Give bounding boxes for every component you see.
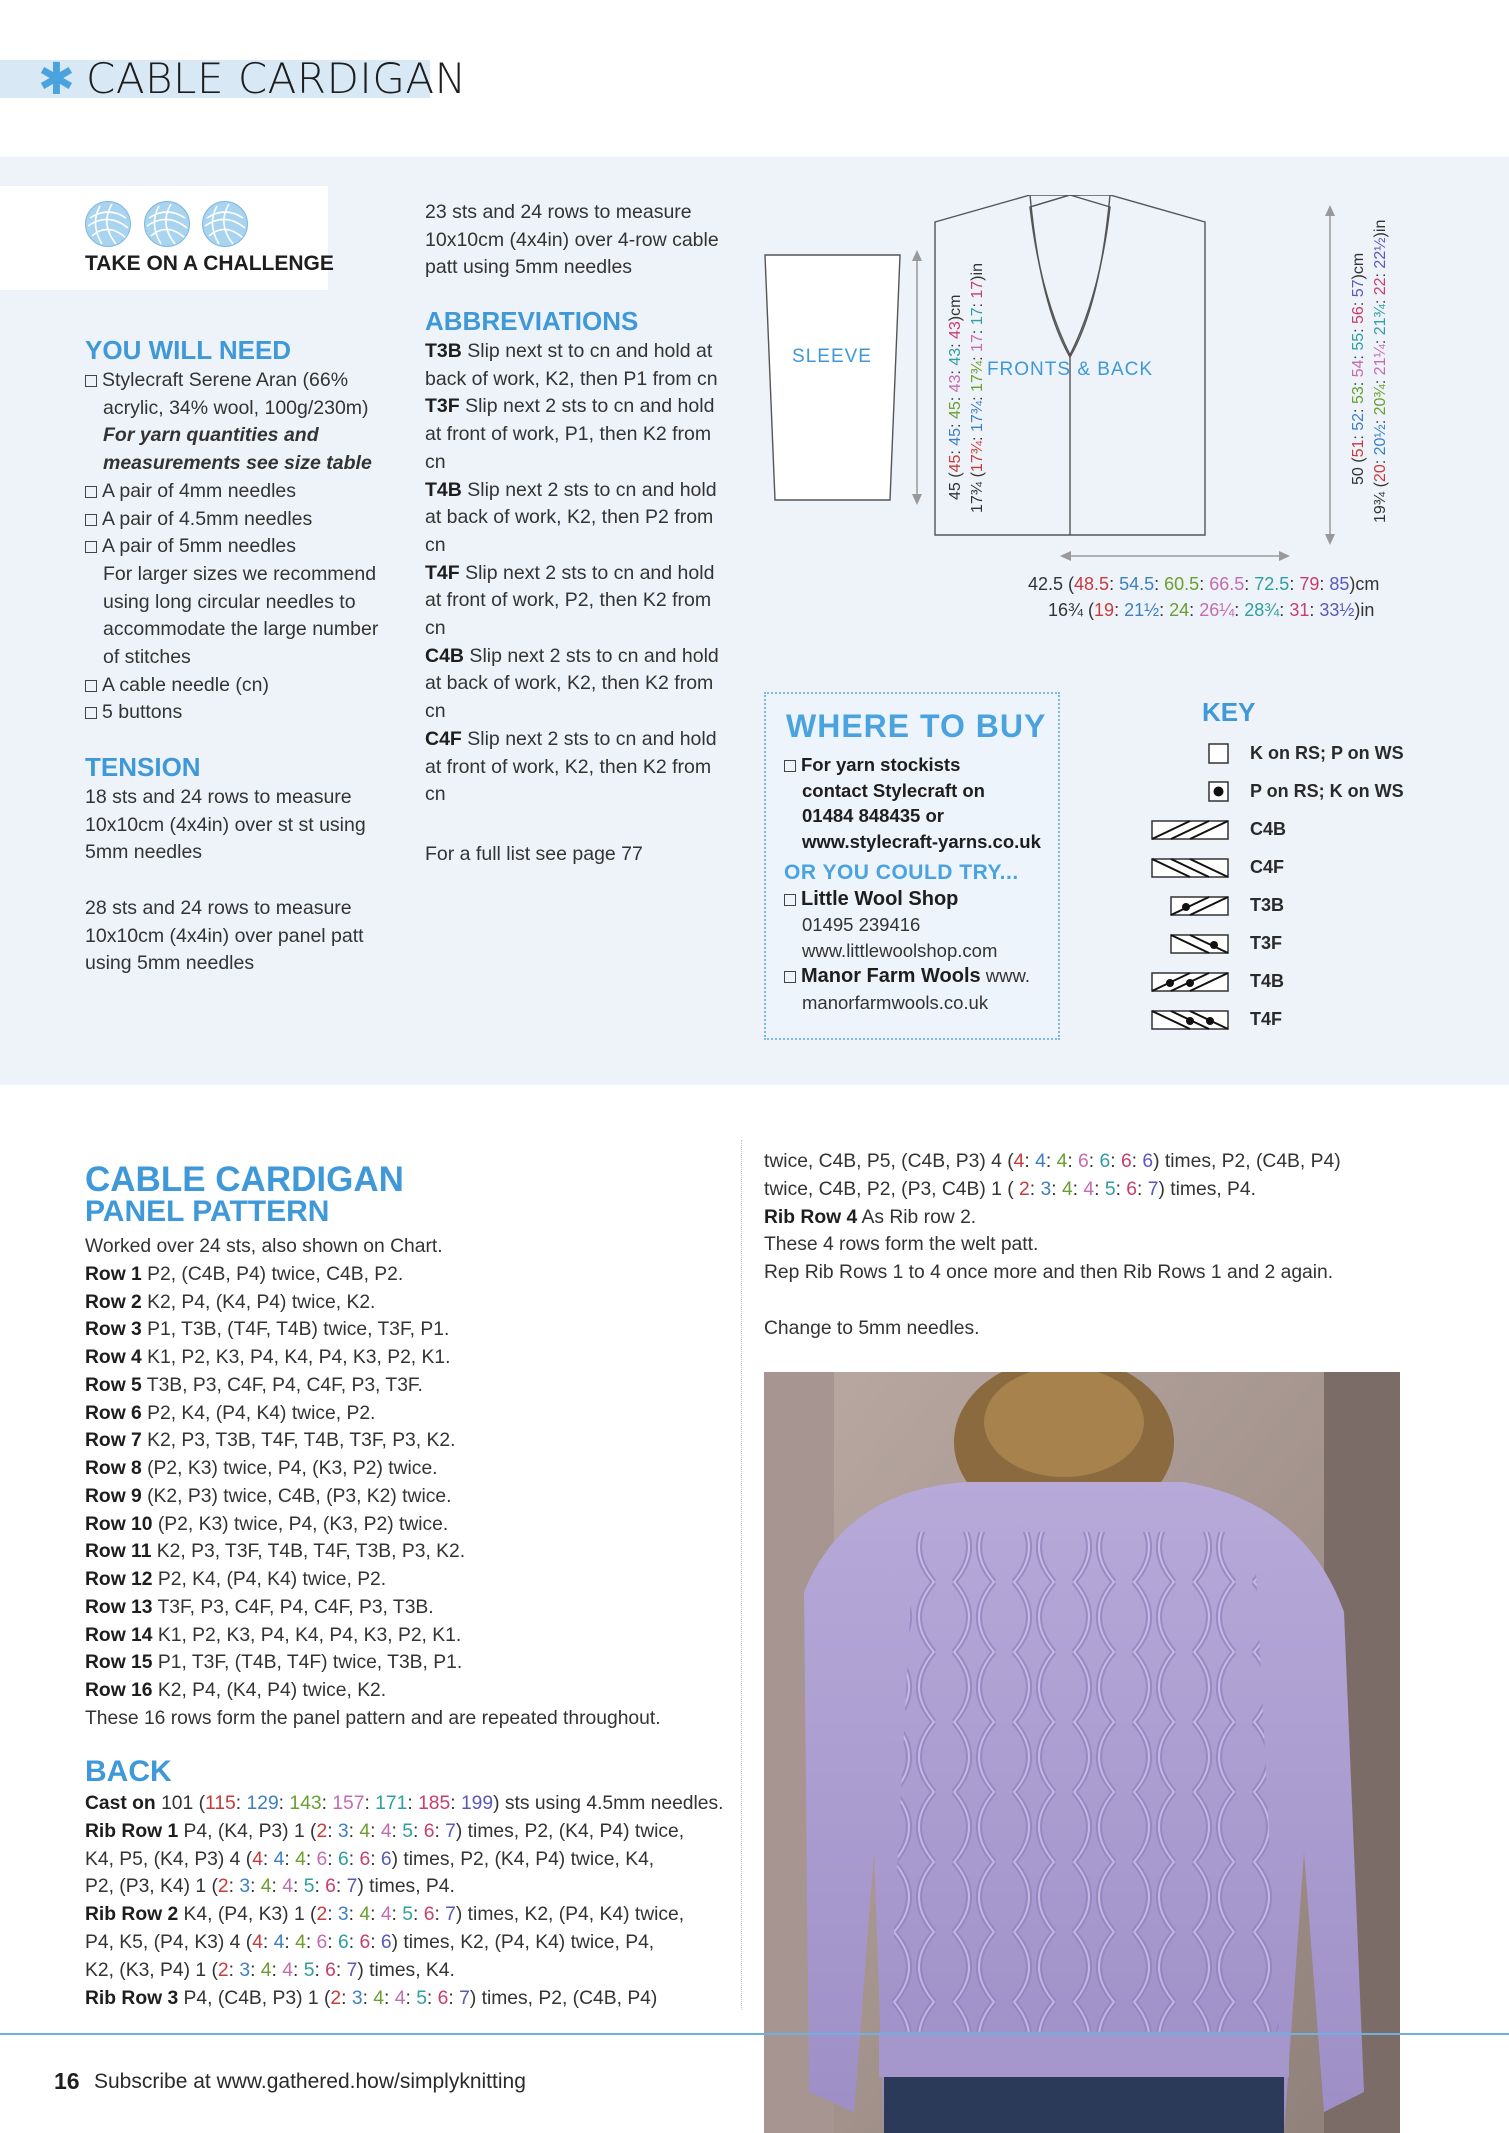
- rib-row-1-line: Rib Row 1 P4, (K4, P3) 1 (2: 3: 4: 4: 5: 6: 7) times, P2, (K4, P4) twice,: [85, 1820, 685, 1842]
- list-item: Little Wool Shop: [784, 886, 1041, 913]
- checkbox-icon: [85, 541, 97, 553]
- text-line: 01495 239416: [802, 914, 921, 935]
- list-item: accommodate the large number: [103, 618, 379, 641]
- panel-pattern-subtitle: PANEL PATTERN: [85, 1195, 330, 1228]
- body-width-cm: 42.5 (48.5: 54.5: 60.5: 66.5: 72.5: 79: 85)cm: [1028, 574, 1380, 594]
- checkbox-icon: [85, 486, 97, 498]
- text-line: 10x10cm (4x4in) over st st using: [85, 813, 366, 836]
- text-line: twice, C4B, P2, (P3, C4B) 1 ( 2: 3: 4: 4: 5: 6: 7) times, P4.: [764, 1178, 1256, 1200]
- sleeve-shape: [765, 255, 900, 500]
- checkbox-icon: [85, 514, 97, 526]
- text-line: 28 sts and 24 rows to measure: [85, 897, 352, 919]
- text-line: twice, C4B, P5, (C4B, P3) 4 (4: 4: 4: 6: 6: 6: 6) times, P2, (C4B, P4): [764, 1151, 1341, 1172]
- text-line: at back of work, K2, then K2 from: [425, 672, 714, 695]
- where-to-buy-heading: WHERE TO BUY: [786, 708, 1047, 744]
- body-length-in: 19¾ (20: 20½: 20¾: 21¼: 21¾: 22: 22½)in: [1372, 219, 1389, 523]
- where-to-buy-text: [784, 752, 1041, 1015]
- text-line: 18 sts and 24 rows to measure: [85, 786, 352, 808]
- list-item: Manor Farm Wools www.: [784, 963, 1041, 990]
- checkbox-icon: [85, 707, 97, 719]
- tension-text-3: [425, 199, 719, 282]
- text-line: K4, P5, (K4, P3) 4 (4: 4: 4: 6: 6: 6: 6) times, P2, (K4, P4) twice, K4,: [85, 1848, 655, 1870]
- checkbox-icon: [784, 971, 796, 983]
- panel-pattern-title: CABLE CARDIGAN: [85, 1160, 404, 1199]
- back-instructions-continued: [764, 1148, 1341, 1343]
- list-item: For yarn quantities and: [103, 424, 319, 447]
- pattern-row: Row 5 T3B, P3, C4F, P4, C4F, P3, T3F.: [85, 1374, 423, 1396]
- t3f-cable-icon: [1150, 931, 1230, 957]
- panel-outro: These 16 rows form the panel pattern and are repeated throughout.: [85, 1707, 661, 1729]
- pattern-row: Row 7 K2, P3, T3B, T4F, T4B, T3F, P3, K2.: [85, 1430, 456, 1452]
- list-item: For yarn stockists: [784, 752, 1041, 778]
- sleeve-length-cm: 45 (45: 45: 45: 43: 43: 43)cm: [947, 294, 964, 500]
- text-line: 01484 848435 or: [802, 805, 944, 826]
- manor-farm-wools-link[interactable]: manorfarmwools.co.uk: [802, 991, 989, 1013]
- text-line: at front of work, P2, then K2 from: [425, 589, 712, 612]
- pattern-row: Row 14 K1, P2, K3, P4, K4, P4, K3, P2, K1.: [85, 1624, 462, 1646]
- list-item: A pair of 4.5mm needles: [85, 506, 405, 534]
- cast-on-line: Cast on 101 (115: 129: 143: 157: 171: 185: 199) sts using 4.5mm needles.: [85, 1793, 724, 1814]
- body-width-in: 16¾ (19: 21½: 24: 26¼: 28¾: 31: 33½)in: [1048, 600, 1375, 620]
- pattern-row: Row 13 T3F, P3, C4F, P4, C4F, P3, T3B.: [85, 1596, 434, 1618]
- back-instructions: [85, 1790, 724, 2012]
- pattern-row: Row 9 (K2, P3) twice, C4B, (P3, K2) twice.: [85, 1485, 452, 1507]
- text-line: patt using 5mm needles: [425, 256, 633, 279]
- t4b-cable-icon: [1150, 969, 1230, 995]
- text-line: Change to 5mm needles.: [764, 1317, 980, 1339]
- yarn-ball-icon: [202, 201, 248, 247]
- list-item: A pair of 4mm needles: [85, 478, 405, 506]
- checkbox-icon: [85, 680, 97, 692]
- pattern-row: Row 8 (P2, K3) twice, P4, (K3, P2) twice.: [85, 1458, 438, 1479]
- pattern-row: Row 6 P2, K4, (P4, K4) twice, P2.: [85, 1402, 376, 1424]
- challenge-label: TAKE ON A CHALLENGE: [85, 252, 334, 275]
- pattern-row: Row 16 K2, P4, (K4, P4) twice, K2.: [85, 1680, 387, 1701]
- text-line: using 5mm needles: [85, 952, 255, 975]
- abbr-t4f: T4F Slip next 2 sts to cn and hold: [425, 561, 715, 584]
- pattern-row: Row 12 P2, K4, (P4, K4) twice, P2.: [85, 1569, 387, 1590]
- panel-pattern-rows: [85, 1233, 661, 1733]
- pattern-row: Row 11 K2, P3, T3F, T4B, T4F, T3B, P3, K2.: [85, 1541, 466, 1563]
- dot-square-icon: [1150, 779, 1230, 805]
- text-line: P4, K5, (P4, K3) 4 (4: 4: 4: 6: 6: 6: 6) times, K2, (P4, K4) twice, P4,: [85, 1931, 655, 1953]
- panel-intro: Worked over 24 sts, also shown on Chart.: [85, 1236, 443, 1257]
- pattern-row: Row 10 (P2, K3) twice, P4, (K3, P2) twice.: [85, 1513, 449, 1535]
- text-line: 10x10cm (4x4in) over 4-row cable: [425, 228, 719, 251]
- text-line: These 4 rows form the welt patt.: [764, 1234, 1039, 1256]
- text-line: 5mm needles: [85, 841, 203, 864]
- list-item: 5 buttons: [85, 699, 405, 727]
- list-item: of stitches: [103, 646, 191, 669]
- abbr-c4f: C4F Slip next 2 sts to cn and hold: [425, 727, 717, 750]
- text-line: at front of work, K2, then K2 from: [425, 755, 712, 778]
- list-item: using long circular needles to: [103, 590, 356, 613]
- key-heading: KEY: [1202, 697, 1256, 727]
- you-will-need-list: [85, 367, 405, 727]
- pattern-row: Row 15 P1, T3F, (T4B, T4F) twice, T3B, P1.: [85, 1652, 463, 1674]
- column-divider: [741, 1140, 742, 2010]
- list-item: A pair of 5mm needles: [85, 533, 405, 561]
- pattern-row: Row 3 P1, T3B, (T4F, T4B) twice, T3F, P1.: [85, 1319, 450, 1341]
- text-line: Rep Rib Rows 1 to 4 once more and then Rib Rows 1 and 2 again.: [764, 1262, 1334, 1284]
- yarn-ball-icon: [85, 201, 131, 247]
- text-line: at front of work, P1, then K2 from: [425, 423, 712, 446]
- page-number: 16: [54, 2068, 80, 2094]
- abbr-t4b: T4B Slip next 2 sts to cn and hold: [425, 478, 717, 501]
- you-will-need-heading: YOU WILL NEED: [85, 335, 292, 365]
- checkbox-icon: [85, 375, 97, 387]
- checkbox-icon: [784, 760, 796, 772]
- garment-schematic: [740, 195, 1400, 635]
- text-line: 23 sts and 24 rows to measure: [425, 201, 692, 223]
- page-title: CABLE CARDIGAN: [86, 54, 467, 103]
- list-item: For larger sizes we recommend: [103, 562, 377, 585]
- text-line: contact Stylecraft on: [802, 779, 985, 801]
- or-you-could-try-heading: OR YOU COULD TRY...: [784, 861, 1019, 884]
- t3b-cable-icon: [1150, 893, 1230, 919]
- list-item: measurements see size table: [103, 452, 372, 475]
- abbreviations-list: [425, 338, 719, 809]
- rib-row-2-line: Rib Row 2 K4, (P4, K3) 1 (2: 3: 4: 4: 5: 6: 7) times, K2, (P4, K4) twice,: [85, 1904, 685, 1926]
- asterisk-icon: ✱: [38, 55, 75, 104]
- footer-subscribe-link[interactable]: Subscribe at www.gathered.how/simplyknitting: [94, 2070, 526, 2093]
- sleeve-label: SLEEVE: [792, 346, 872, 367]
- text-line: cn: [425, 450, 446, 473]
- abbr-t3f: T3F Slip next 2 sts to cn and hold: [425, 395, 715, 418]
- c4b-cable-icon: [1150, 817, 1230, 843]
- body-length-cm: 50 (51: 52: 53: 54: 55: 56: 57)cm: [1350, 252, 1367, 485]
- list-item: A cable needle (cn): [85, 672, 405, 700]
- full-list-note: For a full list see page 77: [425, 843, 643, 865]
- cardigan-photo: [764, 1372, 1400, 2133]
- checkbox-icon: [784, 894, 796, 906]
- pattern-row: Row 4 K1, P2, K3, P4, K4, P4, K3, P2, K1.: [85, 1347, 451, 1368]
- text-line: 10x10cm (4x4in) over panel patt: [85, 924, 364, 947]
- abbr-t3b: T3B Slip next st to cn and hold at: [425, 340, 713, 362]
- abbr-c4b: C4B Slip next 2 sts to cn and hold: [425, 644, 719, 667]
- tension-text-1: [85, 784, 366, 867]
- text-line: cn: [425, 533, 446, 556]
- footer-rule: [0, 2033, 1509, 2035]
- rib-row-4-line: Rib Row 4 As Rib row 2.: [764, 1206, 977, 1228]
- c4f-cable-icon: [1150, 855, 1230, 881]
- text-line: P2, (P3, K4) 1 (2: 3: 4: 4: 5: 6: 7) times, P4.: [85, 1876, 455, 1898]
- tension-heading: TENSION: [85, 752, 201, 782]
- text-line: at back of work, K2, then P2 from: [425, 506, 714, 529]
- list-item: Stylecraft Serene Aran (66%: [85, 367, 405, 395]
- pattern-row: Row 2 K2, P4, (K4, P4) twice, K2.: [85, 1291, 376, 1313]
- tension-text-2: [85, 895, 364, 978]
- text-line: cn: [425, 700, 446, 723]
- list-item: acrylic, 34% wool, 100g/230m): [103, 396, 369, 419]
- stylecraft-link[interactable]: www.stylecraft-yarns.co.uk: [802, 830, 1041, 852]
- text-line: back of work, K2, then P1 from cn: [425, 367, 718, 390]
- text-line: cn: [425, 783, 446, 806]
- back-heading: BACK: [85, 1755, 172, 1788]
- abbreviations-heading: ABBREVIATIONS: [425, 306, 639, 336]
- sleeve-length-in: 17¾ (17¾: 17¾: 17¾: 17: 17: 17)in: [969, 263, 986, 513]
- t4f-cable-icon: [1150, 1007, 1230, 1033]
- little-wool-shop-link[interactable]: www.littlewoolshop.com: [802, 939, 998, 961]
- text-line: cn: [425, 617, 446, 640]
- fronts-back-label: FRONTS & BACK: [986, 359, 1154, 380]
- yarn-ball-icon: [144, 201, 190, 247]
- text-line: K2, (K3, P4) 1 (2: 3: 4: 4: 5: 6: 7) times, K4.: [85, 1959, 455, 1981]
- empty-square-icon: [1150, 741, 1230, 767]
- rib-row-3-line: Rib Row 3 P4, (C4B, P3) 1 (2: 3: 4: 4: 5: 6: 7) times, P2, (C4B, P4): [85, 1987, 658, 2009]
- pattern-row: Row 1 P2, (C4B, P4) twice, C4B, P2.: [85, 1263, 404, 1285]
